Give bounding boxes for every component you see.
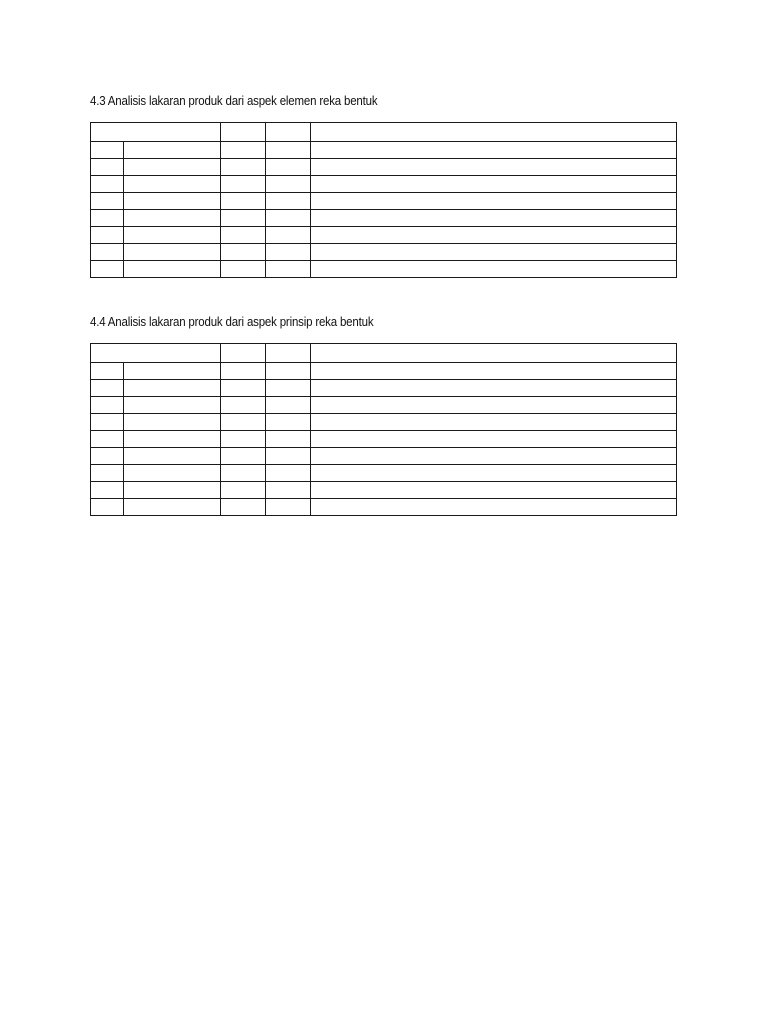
cell-b (266, 142, 311, 159)
cell-item (124, 397, 221, 414)
header-cell-b (266, 123, 311, 142)
cell-a (221, 448, 266, 465)
table-row (91, 414, 677, 431)
cell-no (91, 210, 124, 227)
cell-remark (311, 465, 677, 482)
table-header-row (91, 123, 677, 142)
cell-no (91, 363, 124, 380)
cell-remark (311, 227, 677, 244)
cell-no (91, 142, 124, 159)
section-title-4-3: 4.3 Analisis lakaran produk dari aspek elemen reka bentuk (90, 94, 378, 108)
cell-no (91, 176, 124, 193)
header-cell-item (91, 123, 221, 142)
cell-a (221, 210, 266, 227)
cell-b (266, 499, 311, 516)
cell-no (91, 227, 124, 244)
cell-item (124, 244, 221, 261)
cell-no (91, 431, 124, 448)
cell-remark (311, 176, 677, 193)
table-row (91, 159, 677, 176)
cell-item (124, 159, 221, 176)
table-row (91, 431, 677, 448)
cell-no (91, 397, 124, 414)
cell-b (266, 414, 311, 431)
table-body (91, 123, 677, 278)
cell-no (91, 193, 124, 210)
cell-item (124, 448, 221, 465)
cell-b (266, 380, 311, 397)
table-row (91, 142, 677, 159)
cell-b (266, 482, 311, 499)
cell-a (221, 244, 266, 261)
cell-item (124, 261, 221, 278)
cell-no (91, 465, 124, 482)
cell-a (221, 363, 266, 380)
table-row (91, 363, 677, 380)
cell-remark (311, 210, 677, 227)
cell-remark (311, 482, 677, 499)
cell-a (221, 499, 266, 516)
table-header-row (91, 344, 677, 363)
cell-item (124, 482, 221, 499)
table-row (91, 482, 677, 499)
cell-a (221, 159, 266, 176)
cell-no (91, 159, 124, 176)
cell-remark (311, 397, 677, 414)
cell-remark (311, 380, 677, 397)
cell-a (221, 142, 266, 159)
cell-item (124, 414, 221, 431)
cell-b (266, 159, 311, 176)
cell-b (266, 397, 311, 414)
cell-a (221, 431, 266, 448)
cell-b (266, 227, 311, 244)
cell-remark (311, 431, 677, 448)
header-cell-remark (311, 123, 677, 142)
cell-item (124, 465, 221, 482)
table-row (91, 380, 677, 397)
header-cell-item (91, 344, 221, 363)
table-row (91, 397, 677, 414)
header-cell-remark (311, 344, 677, 363)
cell-remark (311, 159, 677, 176)
cell-item (124, 210, 221, 227)
header-cell-a (221, 344, 266, 363)
cell-no (91, 499, 124, 516)
cell-b (266, 261, 311, 278)
cell-a (221, 380, 266, 397)
cell-a (221, 482, 266, 499)
cell-remark (311, 142, 677, 159)
table-row (91, 193, 677, 210)
table-body (91, 344, 677, 516)
cell-remark (311, 261, 677, 278)
cell-b (266, 448, 311, 465)
cell-remark (311, 193, 677, 210)
analysis-table-principles (90, 343, 677, 516)
cell-item (124, 363, 221, 380)
table-row (91, 465, 677, 482)
cell-a (221, 176, 266, 193)
cell-a (221, 227, 266, 244)
cell-no (91, 380, 124, 397)
cell-remark (311, 414, 677, 431)
table-row (91, 261, 677, 278)
cell-b (266, 193, 311, 210)
cell-remark (311, 448, 677, 465)
cell-b (266, 465, 311, 482)
cell-a (221, 414, 266, 431)
cell-no (91, 482, 124, 499)
cell-a (221, 397, 266, 414)
cell-remark (311, 499, 677, 516)
cell-item (124, 380, 221, 397)
analysis-table-elements (90, 122, 677, 278)
header-cell-b (266, 344, 311, 363)
cell-a (221, 261, 266, 278)
cell-b (266, 244, 311, 261)
cell-b (266, 431, 311, 448)
section-title-4-4: 4.4 Analisis lakaran produk dari aspek prinsip reka bentuk (90, 315, 374, 329)
cell-item (124, 193, 221, 210)
table-row (91, 210, 677, 227)
table-row (91, 176, 677, 193)
cell-item (124, 142, 221, 159)
cell-no (91, 448, 124, 465)
table-row (91, 244, 677, 261)
cell-b (266, 210, 311, 227)
cell-b (266, 363, 311, 380)
cell-item (124, 176, 221, 193)
cell-a (221, 193, 266, 210)
cell-no (91, 261, 124, 278)
table-row (91, 448, 677, 465)
table-row (91, 499, 677, 516)
cell-item (124, 431, 221, 448)
cell-no (91, 244, 124, 261)
header-cell-a (221, 123, 266, 142)
cell-remark (311, 363, 677, 380)
cell-b (266, 176, 311, 193)
cell-remark (311, 244, 677, 261)
cell-no (91, 414, 124, 431)
cell-item (124, 227, 221, 244)
cell-a (221, 465, 266, 482)
cell-item (124, 499, 221, 516)
table-row (91, 227, 677, 244)
